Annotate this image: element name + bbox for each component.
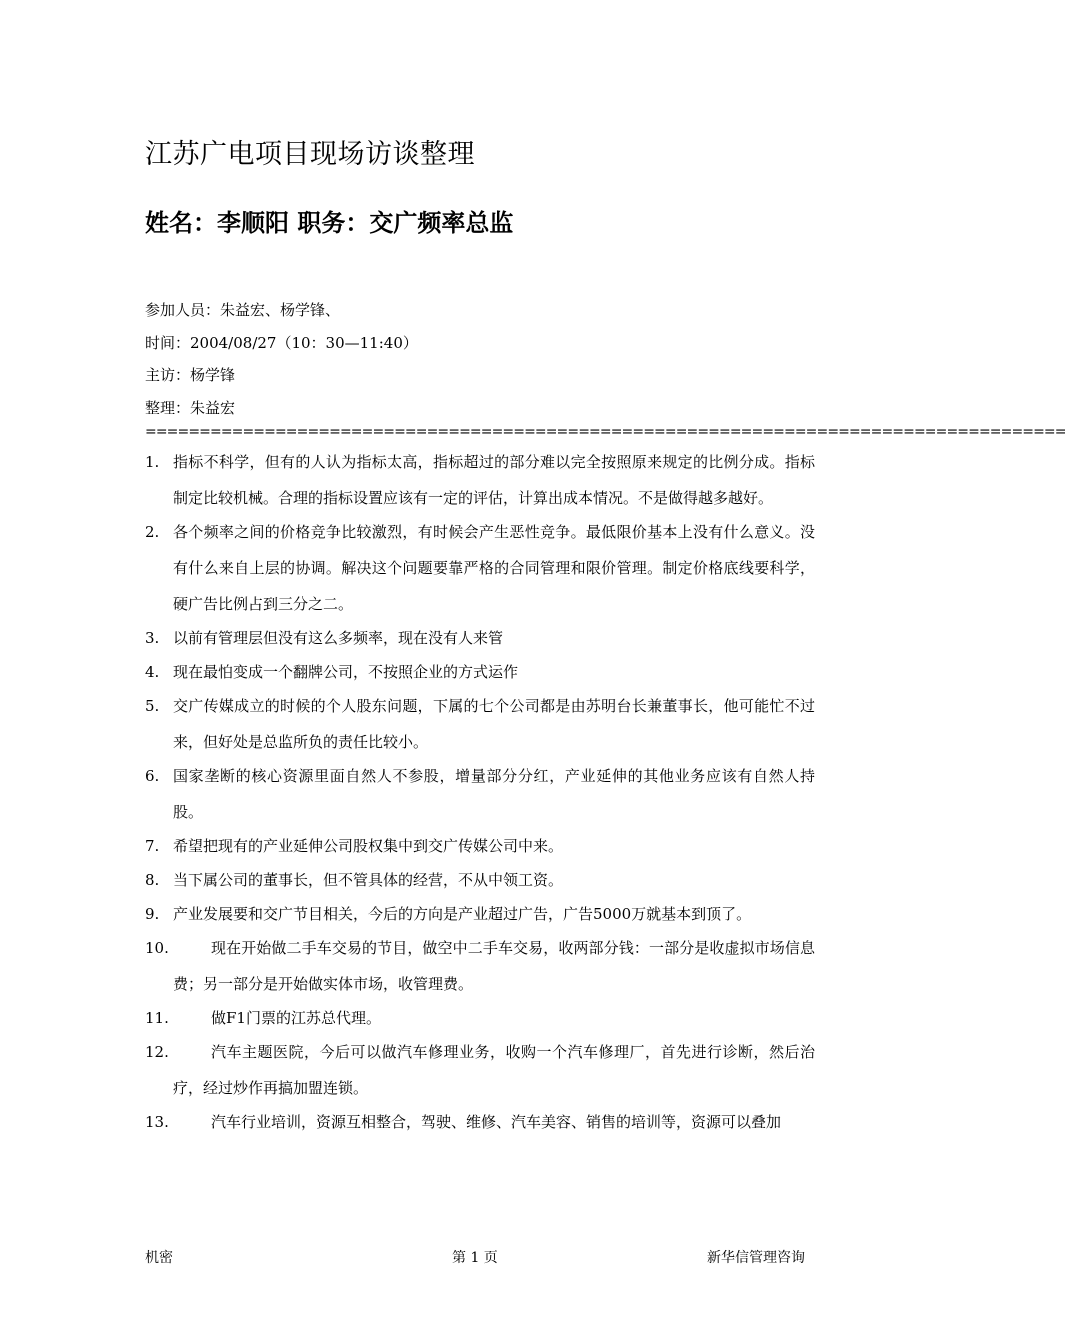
item-text: 各个频率之间的价格竞争比较激烈，有时候会产生恶性竞争。最低限价基本上没有什么意义。没有什么来自上层的协调。解决这个问题要靠严格的合同管理和限价管理。制定价格底线要科学，硬广告比例占到三分之二。 bbox=[173, 523, 815, 613]
footer-confidential: 机密 bbox=[145, 1250, 173, 1266]
item-number: 10. bbox=[145, 939, 169, 957]
interview-notes-list bbox=[145, 444, 815, 1138]
list-item bbox=[145, 1000, 815, 1036]
separator-line: ===================================================================================== bbox=[145, 424, 1066, 440]
item-text: 汽车主题医院，今后可以做汽车修理业务，收购一个汽车修理厂，首先进行诊断，然后治疗，经过炒作再搞加盟连锁。 bbox=[173, 1043, 815, 1097]
item-text: 现在最怕变成一个翻牌公司，不按照企业的方式运作 bbox=[173, 663, 519, 681]
list-item bbox=[145, 444, 815, 516]
item-text: 现在开始做二手车交易的节目，做空中二手车交易，收两部分钱：一部分是收虚拟市场信息费；另一部分是开始做实体市场，收管理费。 bbox=[173, 939, 815, 993]
list-item bbox=[145, 896, 815, 932]
item-number: 1. bbox=[145, 453, 160, 471]
list-item bbox=[145, 862, 815, 898]
interviewer-line: 主访：杨学锋 bbox=[145, 366, 236, 384]
item-text: 汽车行业培训，资源互相整合，驾驶、维修、汽车美容、销售的培训等，资源可以叠加 bbox=[211, 1113, 782, 1131]
item-number: 6. bbox=[145, 767, 160, 785]
list-item bbox=[145, 654, 815, 690]
participants-line: 参加人员：朱益宏、杨学锋、 bbox=[145, 301, 341, 319]
item-number: 7. bbox=[145, 837, 160, 855]
list-item bbox=[145, 828, 815, 864]
list-item bbox=[145, 758, 815, 830]
item-text: 指标不科学，但有的人认为指标太高，指标超过的部分难以完全按照原来规定的比例分成。指标制定比较机械。合理的指标设置应该有一定的评估，计算出成本情况。不是做得越多越好。 bbox=[173, 453, 815, 507]
time-line: 时间：2004/08/27（10：30—11:40） bbox=[145, 333, 418, 352]
item-number: 12. bbox=[145, 1043, 169, 1061]
document-title: 江苏广电项目现场访谈整理 bbox=[145, 139, 475, 170]
list-item bbox=[145, 688, 815, 760]
item-text: 国家垄断的核心资源里面自然人不参股，增量部分分红，产业延伸的其他业务应该有自然人持股。 bbox=[173, 767, 815, 821]
footer-company: 新华信管理咨询 bbox=[707, 1250, 805, 1266]
item-number: 8. bbox=[145, 871, 160, 889]
list-item bbox=[145, 620, 815, 656]
item-text: 交广传媒成立的时候的个人股东问题，下属的七个公司都是由苏明台长兼董事长，他可能忙不过来，但好处是总监所负的责任比较小。 bbox=[173, 697, 815, 751]
list-item bbox=[145, 1104, 815, 1140]
list-item bbox=[145, 930, 815, 1002]
item-number: 3. bbox=[145, 629, 160, 647]
item-number: 4. bbox=[145, 663, 160, 681]
item-text: 产业发展要和交广节目相关，今后的方向是产业超过广告，广告5000万就基本到顶了。 bbox=[173, 905, 752, 923]
list-item bbox=[145, 1034, 815, 1106]
item-text: 做F1门票的江苏总代理。 bbox=[211, 1009, 381, 1027]
item-text: 以前有管理层但没有这么多频率，现在没有人来管 bbox=[173, 629, 504, 647]
item-text: 当下属公司的董事长，但不管具体的经营，不从中领工资。 bbox=[173, 871, 564, 889]
list-item bbox=[145, 514, 815, 622]
item-number: 5. bbox=[145, 697, 160, 715]
item-text: 希望把现有的产业延伸公司股权集中到交广传媒公司中来。 bbox=[173, 837, 564, 855]
footer-page-number: 第 1 页 bbox=[452, 1250, 498, 1266]
item-number: 11. bbox=[145, 1009, 169, 1027]
recorder-line: 整理：朱益宏 bbox=[145, 398, 236, 417]
interviewee-heading: 姓名：李顺阳 职务：交广频率总监 bbox=[145, 209, 514, 237]
item-number: 13. bbox=[145, 1113, 169, 1131]
item-number: 9. bbox=[145, 905, 160, 923]
meeting-info bbox=[145, 294, 815, 424]
item-number: 2. bbox=[145, 523, 160, 541]
